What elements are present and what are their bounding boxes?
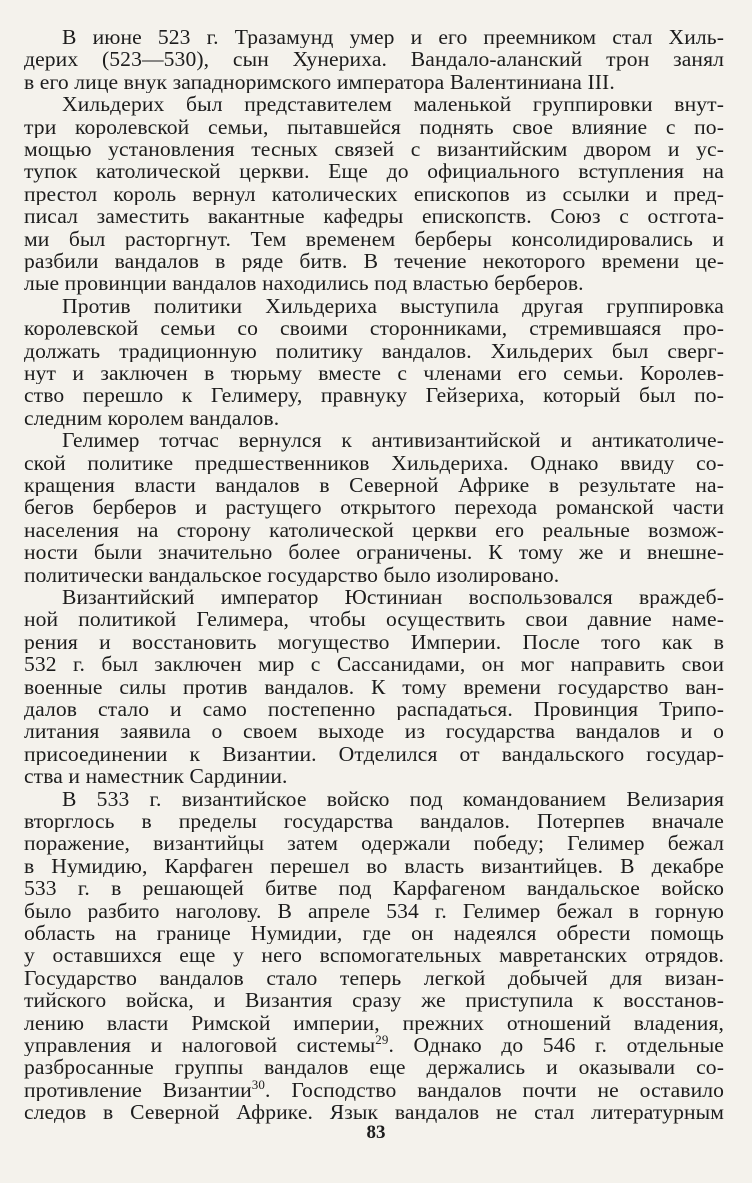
text-line: ности были значительно более ограничены. К тому же и внешне- — [24, 541, 724, 564]
text-line: следним королем вандалов. — [24, 406, 280, 430]
page-number: 83 — [366, 1122, 386, 1143]
text-line: разбросанные группы вандалов еще держались и оказывали со- — [24, 1056, 724, 1079]
text-line: область на границе Нумидии, где он надеялся обрести помощь — [24, 922, 724, 945]
text-line: Хильдерих был представителем маленькой группировки внут- — [62, 93, 724, 116]
text-line: Против политики Хильдериха выступила другая группировка — [62, 294, 724, 318]
text-line: ской политике предшественников Хильдериха. Однако ввиду со- — [24, 451, 724, 474]
text-line: разбили вандалов в ряде битв. В течение некоторого времени це- — [24, 250, 724, 273]
text-line: далов стало и само постепенно распадаться. Провинция Трипо- — [24, 698, 724, 721]
text-fragment: . Однако до 546 г. отдельные — [388, 1034, 724, 1057]
text-line: мощью установления тесных связей с византийским двором и ус- — [24, 138, 724, 161]
text-line: населения на сторону католической церкви его реальные возмож- — [24, 518, 724, 542]
text-line: было разбито наголову. В апреле 534 г. Гелимер бежал в горную — [24, 899, 724, 922]
text-line: три королевской семьи, пытавшейся поднять свое влияние с по- — [24, 115, 724, 138]
text-line: 532 г. был заключен мир с Сассанидами, он мог направить свои — [24, 653, 724, 676]
text-line: нут и заключен в тюрьму вместе с членами его семьи. Королев- — [24, 362, 724, 385]
footnote-reference[interactable]: 29 — [375, 1034, 389, 1047]
text-line: писал заместить вакантные кафедры епископств. Союз с остгота- — [24, 205, 724, 228]
text-line: тийского войска, и Византия сразу же приступила к восстанов- — [24, 989, 724, 1012]
text-line: лые провинции вандалов находились под властью берберов. — [24, 272, 584, 295]
text-line: в Нумидию, Карфаген перешел во власть византийцев. В декабре — [24, 854, 724, 878]
text-line: литания заявила о своем выходе из государства вандалов и о — [24, 720, 724, 743]
text-line: у оставшихся еще у него вспомогательных мавретанских отрядов. — [24, 944, 724, 967]
text-line: Гелимер тотчас вернулся к антивизантийской и антикатоличе- — [62, 429, 724, 452]
text-fragment: . Господство вандалов почти не оставило — [264, 1078, 724, 1102]
text-line: ство перешло к Гелимеру, правнуку Гейзериха, который был по- — [24, 384, 724, 407]
text-fragment: противление Византии — [24, 1078, 252, 1102]
text-line: в его лице внук западноримского императора Валентиниана III. — [24, 70, 615, 94]
text-line: вторглось в пределы государства вандалов. Потерпев вначале — [24, 810, 724, 833]
text-line — [24, 1079, 724, 1101]
text-line: 533 г. в решающей битве под Карфагеном вандальское войско — [24, 877, 724, 900]
text-line: должать традиционную политику вандалов. Хильдерих был сверг- — [24, 339, 724, 362]
text-line: тупок католической церкви. Еще до официального вступления на — [24, 160, 724, 183]
text-line: следов в Северной Африке. Язык вандалов не стал литературным — [24, 1101, 724, 1124]
text-line: политически вандальское государство было изолировано. — [24, 563, 560, 586]
text-line: присоединении к Византии. Отделился от вандальского государ- — [24, 742, 724, 766]
text-line: ства и наместник Сардинии. — [24, 765, 288, 788]
text-line: военные силы против вандалов. К тому времени государство ван- — [24, 675, 724, 698]
footnote-reference[interactable]: 30 — [251, 1078, 265, 1092]
text-line: ной политикой Гелимера, чтобы осуществить свои давние наме- — [24, 608, 724, 631]
text-line: кращения власти вандалов в Северной Африке в результате на- — [24, 474, 724, 497]
text-fragment: управления и налоговой системы — [24, 1034, 376, 1057]
text-line: ми был расторгнут. Тем временем берберы консолидировались и — [24, 227, 724, 250]
text-line: В 533 г. византийское войско под командованием Велизария — [62, 787, 724, 810]
text-line: престол король вернул католических епископов из ссылки и пред- — [24, 182, 724, 206]
text-line: Государство вандалов стало теперь легкой добычей для визан- — [24, 966, 724, 990]
text-line: Византийский император Юстиниан воспользовался враждеб- — [62, 586, 724, 609]
text-line: лению власти Римской империи, прежних отношений владения, — [24, 1011, 724, 1034]
text-line: В июне 523 г. Тразамунд умер и его преемником стал Хиль- — [62, 26, 724, 49]
text-line: дерих (523—530), сын Хунериха. Вандало-аланский трон занял — [24, 48, 724, 71]
text-line: королевской семьи со своими сторонниками, стремившаяся про- — [24, 317, 724, 340]
text-line: рения и восстановить могущество Империи. После того как в — [24, 630, 724, 654]
text-line: поражение, византийцы затем одержали победу; Гелимер бежал — [24, 832, 724, 855]
text-line — [24, 1034, 724, 1056]
text-line: бегов берберов и растущего открытого перехода романской части — [24, 496, 724, 519]
